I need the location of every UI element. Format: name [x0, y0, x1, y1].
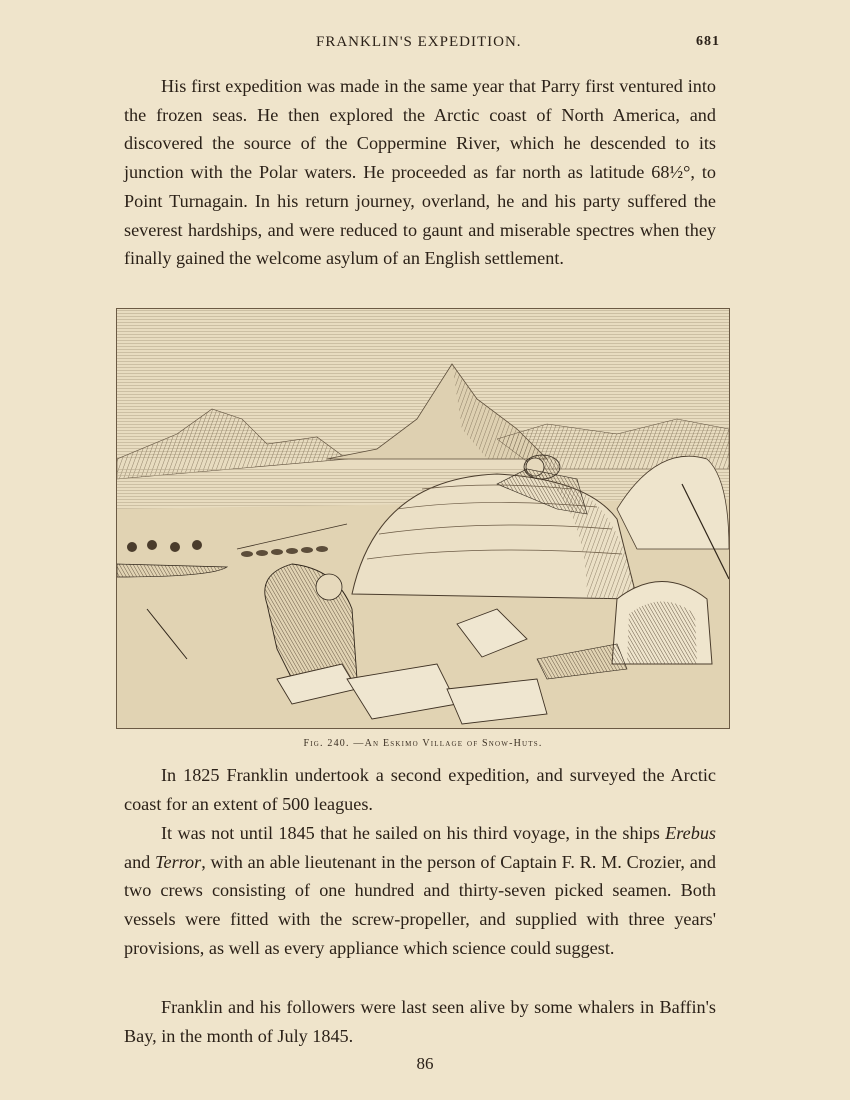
paragraph-third-voyage-and: and [124, 851, 156, 872]
figure-caption: Fig. 240. —An Eskimo Village of Snow-Huts. [303, 738, 543, 749]
paragraph-third-voyage-text-2: , with an able lieutenant in the person of Captain F. R. M. Crozier, and two crews consisting of one hundred and thirty-seven picked seamen. Both vessels were fitted with the screw-propeller, and supplied with three years' provisions, as well as every appliance which science could suggest. [124, 851, 716, 958]
ship-name-terror: Terror [155, 851, 202, 872]
engraving-snow-huts [116, 308, 730, 729]
signature-mark: 86 [416, 1054, 434, 1073]
paragraph-second-expedition: In 1825 Franklin undertook a second expedition, and surveyed the Arctic coast for an extent of 500 leagues. [124, 765, 716, 814]
page-number: 681 [696, 34, 720, 49]
engraving-illustration [117, 309, 729, 728]
running-title: FRANKLIN'S EXPEDITION. [316, 34, 522, 50]
paragraph-last-seen: Franklin and his followers were last seen alive by some whalers in Baffin's Bay, in the month of July 1845. [124, 997, 716, 1046]
paragraph-first-expedition: His first expedition was made in the same year that Parry first ventured into the frozen seas. He then explored the Arctic coast of North America, and discovered the source of the Coppermine River, which he descended to its junction with the Polar waters. He proceeded as far north as latitude 68½°, to Point Turnagain. In his return journey, overland, he and his party suffered the severest hardships, and were reduced to gaunt and miserable spectres when they finally gained the welcome asylum of an English settlement. [124, 76, 716, 269]
paragraph-third-voyage [124, 819, 716, 963]
paragraph-third-voyage-text-1: It was not until 1845 that he sailed on his third voyage, in the ships [161, 823, 666, 843]
ship-name-erebus: Erebus [665, 823, 716, 843]
